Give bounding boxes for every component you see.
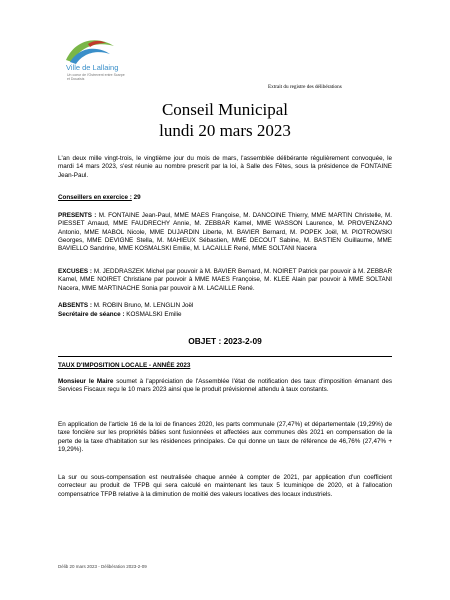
intro-paragraph: L'an deux mille vingt-trois, le vingtième jour du mois de mars, l'assemblée délibérante régulièrement convoquée, le mardi 14 mars 2023, s'est réunie au nombre prescrit par la loi, à Salle des Fêtes, sous la présidence de FONTAINE Jean-Paul.	[58, 155, 392, 179]
secretaire-line	[58, 311, 392, 319]
presents-label: PRESENTS :	[58, 212, 97, 219]
paragraph-mayor	[58, 378, 392, 395]
absents-label: ABSENTS :	[58, 302, 92, 309]
section-title-text: TAUX D'IMPOSITION LOCALE - ANNÉE 2023	[58, 362, 191, 369]
objet-title: OBJET : 2023-2-09	[188, 336, 262, 346]
conseillers-value: 29	[133, 194, 141, 201]
excuses-label: EXCUSES :	[58, 268, 93, 275]
mayor-text: soumet à l'appréciation de l'Assemblée l'état de notification des taux d'imposition émanant des Services Fiscaux reçu le 10 mars 2023 ainsi que le produit prévisionnel attendu à taux constants.	[58, 378, 392, 394]
secretaire-label: Secrétaire de séance :	[58, 311, 125, 318]
extract-label: Extrait du registre des délibérations	[268, 84, 342, 90]
secretaire-text: KOSMALSKI Emilie	[126, 311, 182, 318]
presents-paragraph	[58, 212, 392, 253]
paragraph-compensation: La sur ou sous-compensation est neutralisée chaque année à compter de 2021, par application d'un coefficient correcteur au produit de TFPB qui sera calculé en maintenant les taux 5 lcuminiqoe de 2020, et à l'allocation compensatrice TFPB relative à la diminution de moitié des valeurs locatives des locaux industriels.	[58, 474, 392, 498]
presents-text: M. FONTAINE Jean-Paul, MME MAES Françoise, M. DANCOINE Thierry, MME MARTIN Christelle, M. PIESSET Arnaud, MME FAUDRECHY Annie, M. ZEBBAR Kamel, MME WASSON Laurence, M. PROVENZANO Antonio, MME MABOL Nicole, MME DUJARDIN Liberte, M. BAVIER Bernard, M. POPEK Joël, M. PIOTROWSKI Georges, MME DEVIGNE Stella, M. MAHIEUX Sébastien, MME DECOUT Sabine, M. BASTIEN Guillaume, MME BAVIELLO Sandrine, MME KOSMALSKI Emilie, M. LACAILLE René, MME SOLTANI Nacera	[58, 212, 393, 253]
logo-name: Ville de Lallaing	[66, 63, 119, 72]
logo-tagline: Un coeur de l'Ostrevent entre Scarpe et Douaisis	[67, 73, 125, 81]
excuses-text: M. JEDDRASZEK Michel par pouvoir à M. BAVIER Bernard, M. NOIRET Patrick par pouvoir à M. ZEBBAR Kamel, MME NOIRET Christiane par pouvoir à MME MAES Françoise, M. KLEE Alain par pouvoir à MME SOLTANI Nacera, MME MARTINACHE Sonia par pouvoir à M. LACAILLE René.	[58, 268, 392, 292]
conseillers-line	[58, 194, 392, 202]
excuses-paragraph	[58, 268, 392, 293]
page-date: lundi 20 mars 2023	[159, 121, 291, 140]
absents-line	[58, 302, 392, 310]
absents-text: M. ROBIN Bruno, M. LENGLIN Joël	[93, 302, 194, 309]
mayor-label: Monsieur le Maire	[58, 378, 114, 385]
page-title: Conseil Municipal	[161, 100, 289, 119]
footer-reference: Délib 20 mars 2023 - Délibération 2023-2-09	[58, 564, 147, 569]
paragraph-finance-law: En application de l'article 16 de la loi de finances 2020, les parts communale (27,47%) et départementale (19,29%) de taxe foncière sur les propriétés bâties sont fusionnées et affectées aux communes dès 2021 en compensation de la perte de la taxe d'habitation sur les résidences principales. Ce qui donne un taux de référence de 46,76% (27,47% + 19,29%).	[58, 421, 392, 453]
conseillers-label: Conseillers en exercice :	[58, 194, 132, 201]
section-title	[58, 362, 392, 370]
divider	[58, 356, 392, 357]
